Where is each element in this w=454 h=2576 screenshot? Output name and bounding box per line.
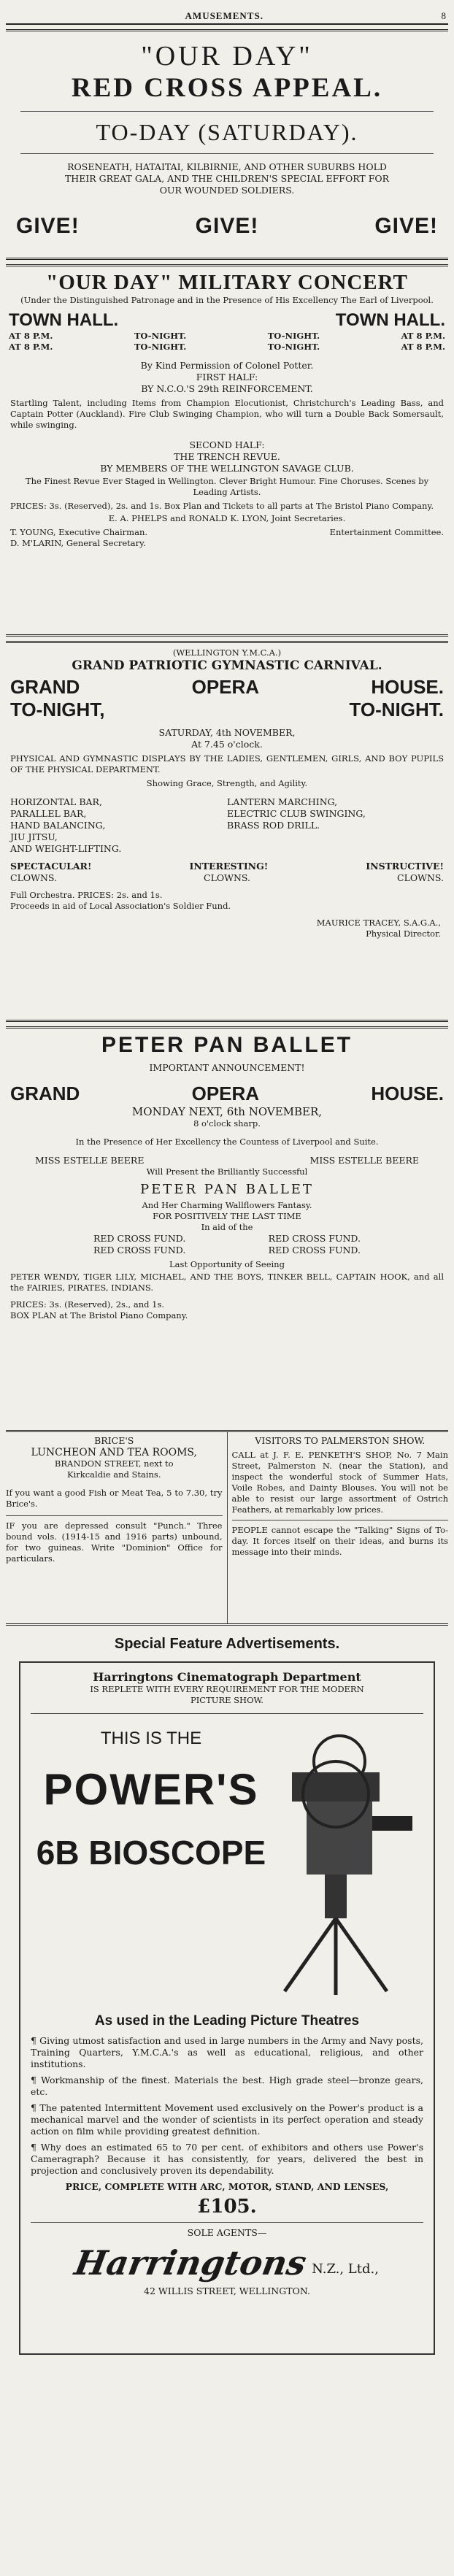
red-cross-subtitle: RED CROSS APPEAL. bbox=[71, 73, 383, 103]
general-secretary: D. M'LARIN, General Secretary. bbox=[10, 538, 146, 548]
ymca-carnival-ad bbox=[6, 641, 448, 1022]
concert-title: "OUR DAY" MILITARY CONCERT bbox=[46, 271, 408, 294]
carnival-date: SATURDAY, 4th NOVEMBER, bbox=[158, 727, 296, 738]
town-hall-left: TOWN HALL. bbox=[9, 310, 119, 330]
ymca-org: (WELLINGTON Y.M.C.A.) bbox=[172, 647, 282, 658]
clowns-1: CLOWNS. bbox=[10, 872, 57, 883]
brices-title: LUNCHEON AND TEA ROOMS, bbox=[31, 1447, 197, 1458]
time-5: AT 8 P.M. bbox=[9, 342, 53, 352]
executive-chairman: T. YOUNG, Executive Chairman. bbox=[10, 527, 148, 537]
ballet-title: PETER PAN BALLET bbox=[101, 1033, 353, 1057]
pp-venue-grand: GRAND bbox=[10, 1083, 80, 1104]
interesting: INTERESTING! bbox=[189, 861, 269, 872]
used-in: As used in the Leading Picture Theatres bbox=[94, 2013, 360, 2029]
concert-prices: PRICES: 3s. (Reserved), 2s. and 1s. Box Plan and Tickets to all parts at The Bristol Piano Company. bbox=[10, 501, 434, 511]
visitors-ad bbox=[232, 1432, 449, 1520]
nz-ltd: N.Z., Ltd., bbox=[312, 2261, 379, 2277]
spectacular: SPECTACULAR! bbox=[10, 861, 92, 872]
item-hand-balancing: HAND BALANCING, bbox=[10, 820, 106, 831]
brices-kirk: Kirkcaldie and Stains. bbox=[67, 1469, 161, 1480]
proceeds: Proceeds in aid of Local Association's Soldier Fund. bbox=[10, 901, 231, 911]
venue-grand: GRAND bbox=[10, 676, 80, 698]
fund-3: RED CROSS FUND. bbox=[93, 1245, 186, 1256]
visitors-head: VISITORS TO PALMERSTON SHOW. bbox=[255, 1435, 426, 1446]
last-time: FOR POSITIVELY THE LAST TIME bbox=[153, 1211, 301, 1221]
joint-secretaries: E. A. PHELPS and RONALD K. LYON, Joint Secretaries. bbox=[108, 513, 346, 523]
item-parallel-bar: PARALLEL BAR, bbox=[10, 808, 87, 819]
gala-line-3: OUR WOUNDED SOLDIERS. bbox=[159, 185, 295, 196]
town-hall-right: TOWN HALL. bbox=[335, 310, 445, 330]
fund-4: RED CROSS FUND. bbox=[268, 1245, 361, 1256]
item-horizontal-bar: HORIZONTAL BAR, bbox=[10, 796, 102, 807]
this-is-the: THIS IS THE bbox=[100, 1729, 202, 1748]
instructive: INSTRUCTIVE! bbox=[366, 861, 444, 872]
harringtons-ad bbox=[19, 1661, 435, 2355]
price: £105. bbox=[197, 2196, 257, 2218]
bioscope-title: 6B BIOSCOPE bbox=[36, 1834, 266, 1872]
item-brass-rod-drill: BRASS ROD DRILL. bbox=[227, 820, 320, 831]
beere-right: MISS ESTELLE BEERE bbox=[309, 1155, 419, 1166]
time-2: TO-NIGHT. bbox=[134, 331, 187, 341]
item-lantern-marching: LANTERN MARCHING, bbox=[227, 796, 338, 807]
director-title: Physical Director. bbox=[366, 928, 441, 939]
para-4: ¶ Why does an estimated 65 to 70 per cent. of exhibitors and others use Power's Cameragraph? Because it has consistently, for years, delivered the best in projection and conclusively proven its dependability. bbox=[31, 2142, 423, 2176]
fund-1: RED CROSS FUND. bbox=[93, 1233, 186, 1244]
pp-prices: PRICES: 3s. (Reserved), 2s., and 1s. bbox=[10, 1299, 165, 1310]
first-half-by: BY N.C.O.'S 29th REINFORCEMENT. bbox=[141, 383, 313, 394]
peter-pan-ad bbox=[6, 1026, 448, 1432]
brices-name: BRICE'S bbox=[94, 1435, 134, 1446]
monday-date: MONDAY NEXT, 6th NOVEMBER, bbox=[131, 1105, 323, 1118]
tonight-right: TO-NIGHT. bbox=[349, 699, 444, 720]
military-concert-ad bbox=[6, 264, 448, 637]
second-half-by: BY MEMBERS OF THE WELLINGTON SAVAGE CLUB. bbox=[100, 463, 354, 474]
carnival-time: At 7.45 o'clock. bbox=[191, 739, 263, 750]
venue-opera: OPERA bbox=[191, 676, 260, 698]
last-opportunity: Last Opportunity of Seeing bbox=[169, 1259, 285, 1269]
in-aid: In aid of the bbox=[201, 1222, 253, 1232]
important-announcement: IMPORTANT ANNOUNCEMENT! bbox=[149, 1062, 305, 1073]
entertainment-committee: Entertainment Committee. bbox=[329, 527, 444, 537]
item-weight-lifting: AND WEIGHT-LIFTING. bbox=[10, 843, 122, 854]
brices-want: If you want a good Fish or Meat Tea, 5 to 7.30, try Brice's. bbox=[6, 1488, 223, 1509]
harringtons-logo: Harringtons bbox=[72, 2243, 309, 2283]
carnival-title: GRAND PATRIOTIC GYMNASTIC CARNIVAL. bbox=[72, 658, 382, 673]
harringtons-address: 42 WILLIS STREET, WELLINGTON. bbox=[144, 2285, 310, 2296]
permission: By Kind Permission of Colonel Potter. bbox=[140, 360, 314, 371]
clowns-2: CLOWNS. bbox=[204, 872, 250, 883]
time-3: TO-NIGHT. bbox=[267, 331, 320, 341]
today-heading: TO-DAY (SATURDAY). bbox=[96, 119, 358, 145]
projector-illustration bbox=[263, 1721, 423, 1999]
red-cross-title: "OUR DAY" bbox=[141, 41, 313, 72]
revue-title: THE TRENCH REVUE. bbox=[174, 451, 280, 462]
clowns-3: CLOWNS. bbox=[397, 872, 444, 883]
time-6: TO-NIGHT. bbox=[134, 342, 187, 352]
first-half-desc: Startling Talent, including Items from Champion Elocutionist, Christchurch's Leading Bass, and Captain Potter (Auckland). Fire Club Swinging Champion, who will turn a Double Back Somersault, while swinging. bbox=[10, 398, 444, 430]
red-cross-ad bbox=[6, 29, 448, 260]
sole-agents: SOLE AGENTS— bbox=[187, 2227, 267, 2238]
visitors-text: CALL at J. F. E. PENKETH'S SHOP, No. 7 Main Street, Palmerston N. (near the Station), and inspect the wonderful stock of Summer Hats, Voile Robes, and Dainty Blouses. You will not be able to resist our large assortment of Ostrich Feathers, at remarkably low prices. bbox=[231, 1450, 448, 1515]
punch-ad: IF you are depressed consult "Punch." Three bound vols. (1914-15 and 1916 parts) unbound, for two guineas. Write "Dominion" Office for particulars. bbox=[6, 1520, 223, 1564]
give-1: GIVE! bbox=[16, 214, 80, 238]
time-8: AT 8 P.M. bbox=[401, 342, 445, 352]
pp-venue-opera: OPERA bbox=[191, 1083, 260, 1104]
carnival-showing: Showing Grace, Strength, and Agility. bbox=[146, 778, 308, 788]
replete: IS REPLETE WITH EVERY REQUIREMENT FOR THE MODERN PICTURE SHOW. bbox=[90, 1684, 364, 1705]
dept-title: Harringtons Cinematograph Department bbox=[93, 1670, 361, 1684]
will-present: Will Present the Brilliantly Successful bbox=[146, 1166, 308, 1177]
give-2: GIVE! bbox=[195, 214, 259, 238]
special-feature-heading: Special Feature Advertisements. bbox=[114, 1636, 340, 1652]
give-3: GIVE! bbox=[374, 214, 438, 238]
fantasy: And Her Charming Wallflowers Fantasy. bbox=[142, 1200, 312, 1210]
para-1: ¶ Giving utmost satisfaction and used in large numbers in the Army and Navy posts, Training Quarters, Y.M.C.A.'s as well as educational, religious, and other institutions. bbox=[31, 2035, 423, 2069]
pp-venue-house: HOUSE. bbox=[371, 1083, 444, 1104]
time-4: AT 8 P.M. bbox=[401, 331, 445, 341]
para-3: ¶ The patented Intermittent Movement used exclusively on the Power's product is a mechanical marvel and the wonder of scientists in its perfect operation and steady action on film while providing greatest definition. bbox=[31, 2102, 423, 2137]
para-2: ¶ Workmanship of the finest. Materials the best. High grade steel—bronze gears, etc. bbox=[31, 2075, 423, 2097]
talking-ad: PEOPLE cannot escape the "Talking" Signs of To-day. It forces itself on their ideas, and burns its message into their minds. bbox=[231, 1525, 448, 1557]
items-right bbox=[227, 796, 444, 855]
brices-addr: BRANDON STREET, next to bbox=[54, 1458, 174, 1469]
time-7: TO-NIGHT. bbox=[267, 342, 320, 352]
orchestra-prices: Full Orchestra. PRICES: 2s. and 1s. bbox=[10, 890, 163, 900]
brices-ad bbox=[6, 1432, 223, 1516]
director-name: MAURICE TRACEY, S.A.G.A., bbox=[316, 918, 441, 928]
second-half-label: SECOND HALF: bbox=[189, 439, 265, 450]
first-half-label: FIRST HALF: bbox=[196, 372, 258, 382]
venue-house: HOUSE. bbox=[371, 676, 444, 698]
beere-left: MISS ESTELLE BEERE bbox=[35, 1155, 145, 1166]
page-number: 8 bbox=[441, 10, 447, 21]
tonight-left: TO-NIGHT, bbox=[10, 699, 105, 720]
item-jiu-jitsu: JIU JITSU, bbox=[10, 831, 58, 842]
gala-line-1: ROSENEATH, HATAITAI, KILBIRNIE, AND OTHER SUBURBS HOLD bbox=[67, 161, 387, 172]
second-half-desc: The Finest Revue Ever Staged in Wellington. Clever Bright Humour. Fine Choruses. Scenes by Leading Artists. bbox=[25, 476, 429, 497]
ballet-name: PETER PAN BALLET bbox=[140, 1182, 314, 1197]
price-line: PRICE, COMPLETE WITH ARC, MOTOR, STAND, AND LENSES, bbox=[65, 2181, 389, 2192]
pp-box-plan: BOX PLAN at The Bristol Piano Company. bbox=[10, 1310, 188, 1320]
section-title: AMUSEMENTS. bbox=[185, 10, 263, 21]
cast-list: PETER WENDY, TIGER LILY, MICHAEL, AND THE BOYS, TINKER BELL, CAPTAIN HOOK, and all the FAIRIES, PIRATES, INDIANS. bbox=[10, 1272, 444, 1293]
item-club-swinging: ELECTRIC CLUB SWINGING, bbox=[227, 808, 366, 819]
concert-patronage: (Under the Distinguished Patronage and in the Presence of His Excellency The Earl of Liverpool. bbox=[20, 295, 434, 305]
items-left bbox=[10, 796, 227, 855]
time-1: AT 8 P.M. bbox=[9, 331, 53, 341]
fund-2: RED CROSS FUND. bbox=[268, 1233, 361, 1244]
gala-line-2: THEIR GREAT GALA, AND THE CHILDREN'S SPECIAL EFFORT FOR bbox=[64, 173, 390, 184]
classifieds bbox=[6, 1432, 448, 1626]
presence: In the Presence of Her Excellency the Countess of Liverpool and Suite. bbox=[75, 1137, 379, 1147]
page-header bbox=[6, 0, 448, 25]
carnival-desc: PHYSICAL AND GYMNASTIC DISPLAYS BY THE LADIES, GENTLEMEN, GIRLS, AND BOY PUPILS OF THE PHYSICAL DEPARTMENT. bbox=[10, 753, 444, 774]
powers-title: POWER'S bbox=[43, 1765, 259, 1814]
ballet-clock: 8 o'clock sharp. bbox=[193, 1118, 261, 1129]
